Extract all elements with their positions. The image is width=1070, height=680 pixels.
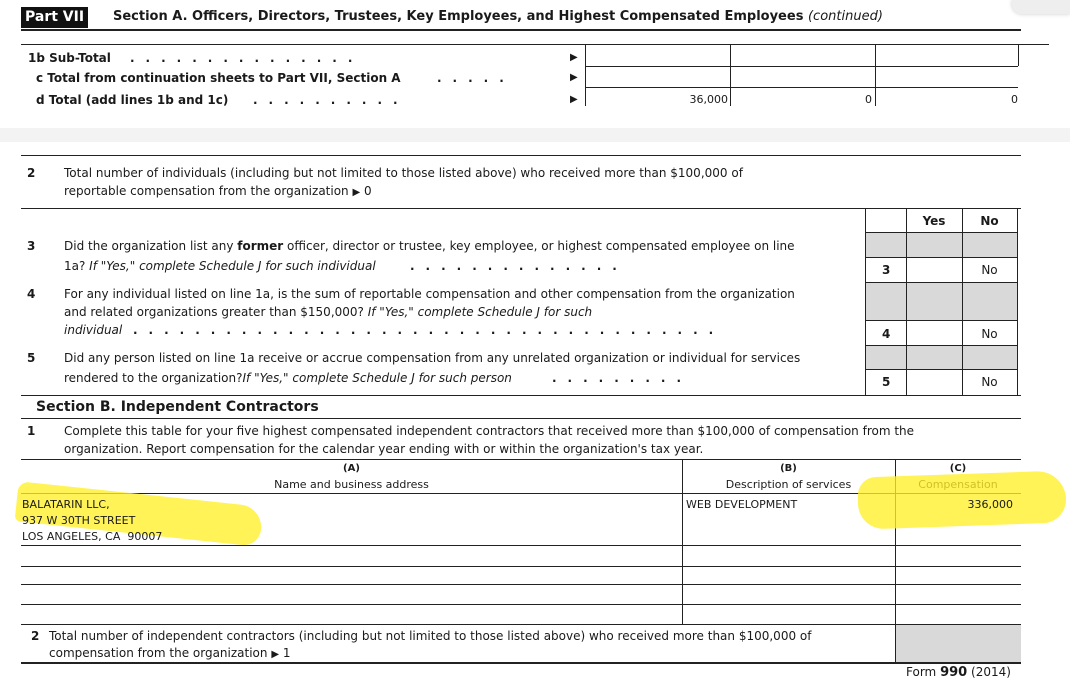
line-5-text-2b: If "Yes," complete Schedule J for such person [242,371,512,385]
header-rule [21,29,1021,31]
grid-line [585,87,1018,88]
grid-line [865,345,1017,346]
line-2-text-2 [64,184,372,198]
line-1d-label: d Total (add lines 1b and 1c) [36,93,229,107]
line-4-text-2a: and related organizations greater than $150,000? [64,305,368,319]
top-table-rule [21,44,1049,45]
no-header: No [980,214,999,228]
line-1b-label: 1b Sub-Total [28,51,111,65]
grid-line [21,662,1021,664]
part-label: Part VII [21,7,88,28]
shaded-cell [866,345,1017,369]
line-3-num: 3 [27,239,36,253]
arrow-1b: ▶ [570,52,578,63]
arrow-icon: ▶ [352,187,361,198]
grid-line [875,44,876,106]
line-5-text-2a: rendered to the organization? [64,371,243,385]
grid-line [21,604,1021,605]
dot-leader: ......... [552,371,693,385]
grid-line [21,545,1021,546]
line-1d-col3: 0 [1011,93,1018,106]
page-gap [0,128,1070,142]
line-3-text-2a: 1a? [64,259,90,273]
line-1c-label: c Total from continuation sheets to Part VII, Section A [36,71,401,85]
line-2-value: 0 [364,184,372,198]
line-5-text: Did any person listed on line 1a receive or accrue compensation from any unrelated organization or individual for services [64,351,801,365]
shaded-cell [866,282,1017,320]
line-2b-text-2 [49,646,291,660]
grid-line [585,44,586,106]
dot-leader: ............... [130,51,364,65]
section-b-text-2: organization. Report compensation for the calendar year ending with or within the organization's tax year. [64,442,704,456]
arrow-1c: ▶ [570,72,578,83]
grid-line [730,44,731,106]
line-2b-text: Total number of independent contractors (including but not limited to those listed above) who received more than $100,000 of [49,629,812,643]
line-4-text-2 [64,305,592,319]
shaded-cell [896,625,1021,662]
grid-line [21,395,1021,396]
line-3-answer[interactable]: No [981,263,998,277]
contractor-compensation: 336,000 [967,498,1013,511]
line-3-text-2b: If "Yes," complete Schedule J for such individual [89,259,376,273]
line-2-num: 2 [27,166,36,180]
grid-line [21,418,1021,419]
line-2b-value: 1 [282,646,291,660]
shaded-cell [866,233,1017,257]
line-3-text [64,239,795,253]
contractor-address-2: LOS ANGELES, CA 90007 [22,530,163,543]
line-5-text-2 [64,371,512,385]
line-5-num: 5 [27,351,36,365]
grid-line [865,257,1017,258]
line-3-box-num: 3 [882,263,891,277]
line-3-text-a: Did the organization list any [64,239,238,253]
grid-line [1018,44,1019,66]
grid-line [865,369,1017,370]
grid-line [1017,208,1018,396]
grid-line [21,155,1021,156]
section-b-title: Section B. Independent Contractors [36,399,319,415]
contractor-address-1: 937 W 30TH STREET [22,514,136,527]
contractor-name: BALATARIN LLC, [22,498,110,511]
line-3-text-c: officer, director or trustee, key employee, or highest compensated employee on line [283,239,795,253]
grid-line [21,208,1021,209]
line-5-box-num: 5 [882,375,891,389]
section-a-title [113,9,883,24]
grid-line [21,459,1021,460]
line-1d-col1: 36,000 [689,93,728,106]
grid-line [865,282,1017,283]
arrow-icon: ▶ [271,649,280,660]
contractor-services: WEB DEVELOPMENT [686,498,798,511]
dot-leader: ...................................... [133,323,725,337]
dot-leader: .............. [410,259,628,273]
line-2-text: Total number of individuals (including but not limited to those listed above) who received more than $100,000 of [64,166,743,180]
form-prefix: Form [906,665,937,679]
section-b-num: 1 [27,424,36,438]
line-4-num: 4 [27,287,36,301]
form-number: 990 [940,665,968,680]
dot-leader: .......... [253,93,409,107]
form-year: (2014) [971,665,1011,679]
section-a-title-text: Section A. Officers, Directors, Trustees, Key Employees, and Highest Compensated Employees [113,9,804,24]
line-2b-num: 2 [31,629,40,643]
col-a-title: Name and business address [274,478,429,491]
line-3-text-2 [64,259,376,273]
grid-line [21,566,1021,567]
col-b-title: Description of services [725,478,852,491]
line-4-text: For any individual listed on line 1a, is the sum of reportable compensation and other compensation from the organization [64,287,795,301]
line-5-answer[interactable]: No [981,375,998,389]
grid-line [21,624,1021,625]
grid-line [585,66,1018,67]
line-2b-text-2-label: compensation from the organization [49,646,268,660]
line-4-text-3: individual [64,323,123,337]
continued-note: (continued) [807,9,883,24]
yes-header: Yes [922,214,946,228]
col-b-letter: (B) [780,463,797,474]
section-b-text: Complete this table for your five highest compensated independent contractors that received more than $100,000 of compensation from the [64,424,915,438]
grid-line [865,320,1017,321]
col-c-letter: (C) [949,463,967,474]
line-4-answer[interactable]: No [981,327,998,341]
dot-leader: ..... [437,71,515,85]
arrow-1d: ▶ [570,94,578,105]
line-1d-col2: 0 [865,93,872,106]
line-4-text-2b: If "Yes," complete Schedule J for such [367,305,593,319]
grid-line [895,624,896,662]
line-3-text-former: former [237,239,284,253]
col-a-letter: (A) [343,463,360,474]
corner-control[interactable] [1012,0,1070,14]
grid-line [21,584,1021,585]
form-footer [906,665,1011,680]
line-2-text-2-label: reportable compensation from the organization [64,184,349,198]
line-4-box-num: 4 [882,327,891,341]
